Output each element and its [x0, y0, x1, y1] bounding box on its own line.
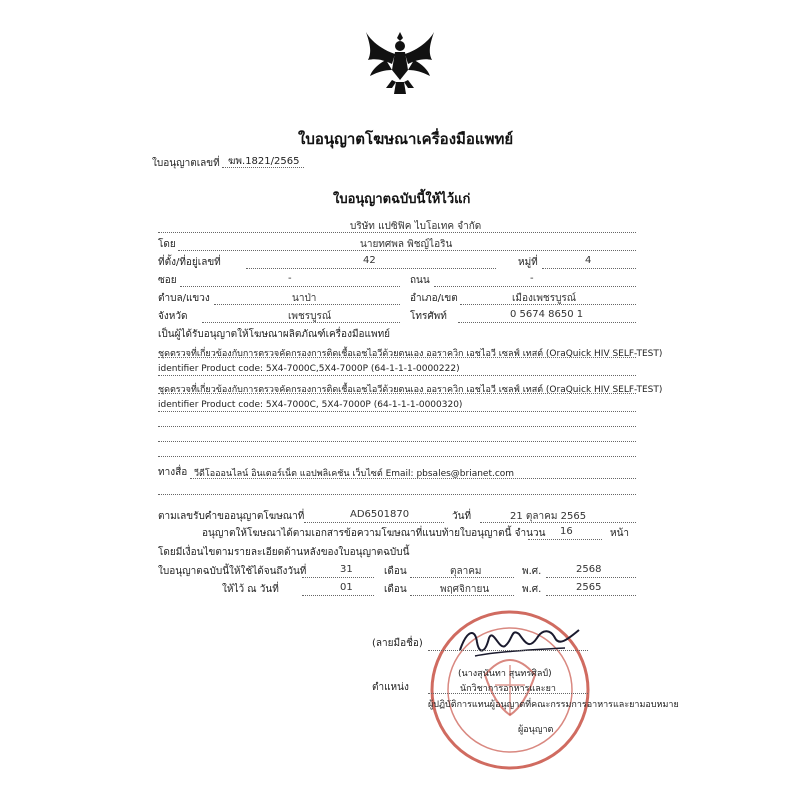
- request-label: ตามเลขรับคำขออนุญาตโฆษณาที่: [158, 511, 305, 522]
- request-date: 21 ตุลาคม 2565: [510, 511, 587, 522]
- moo: 4: [585, 255, 592, 266]
- pages-unit: หน้า: [610, 528, 630, 539]
- attached-text: อนุญาตให้โฆษณาได้ตามเอกสารข้อความโฆษณาที่แนบท้ายใบอนุญาตนี้ จำนวน: [202, 528, 546, 539]
- valid-month-label: เดือน: [384, 566, 407, 577]
- amphoe: เมืองเพชรบูรณ์: [512, 293, 577, 304]
- province-label: จังหวัด: [158, 311, 188, 322]
- signature-label: (ลายมือชื่อ): [372, 638, 423, 649]
- valid-day: 31: [340, 564, 353, 575]
- soi-label: ซอย: [158, 275, 177, 286]
- issued-month: พฤศจิกายน: [440, 584, 490, 595]
- valid-label: ใบอนุญาตฉบับนี้ให้ใช้ได้จนถึงวันที่: [158, 566, 307, 577]
- document-subtitle: ใบอนุญาตฉบับนี้ให้ไว้แก่: [333, 192, 471, 207]
- product1-line1: ชุดตรวจที่เกี่ยวข้องกับการตรวจคัดกรองการติดเชื้อเอชไอวีด้วยตนเอง ออราควิก เอชไอวี เซลฟ์ เทสต์ (OraQuick HIV SELF-TEST): [158, 349, 663, 359]
- request-no: AD6501870: [350, 509, 410, 520]
- by-name: นายทศพล พิชญ์ไอริน: [360, 239, 453, 250]
- permit-text: เป็นผู้ได้รับอนุญาตให้โฆษณาผลิตภัณฑ์เครื่องมือแพทย์: [158, 329, 391, 340]
- product1-line2: identifier Product code: 5X4-7000C,5X4-7000P (64-1-1-1-0000222): [158, 364, 460, 374]
- signer-name: (นางสุนันทา สุนทรศิลป์): [458, 669, 552, 679]
- issued-day: 01: [340, 582, 353, 593]
- product2-line2: identifier Product code: 5X4-7000C, 5X4-7000P (64-1-1-1-0000320): [158, 400, 463, 410]
- media: วีดีโอออนไลน์ อินเตอร์เน็ต แอปพลิเคชัน เว็บไซต์ Email: pbsales@brianet.com: [194, 469, 515, 479]
- phone-label: โทรศัพท์: [410, 311, 447, 322]
- signer-role: นักวิชาการอาหารและยา: [460, 684, 556, 694]
- tambon: นาป่า: [292, 293, 317, 304]
- address-no: 42: [363, 255, 376, 266]
- province: เพชรบูรณ์: [288, 311, 332, 322]
- conditions: โดยมีเงื่อนไขตามรายละเอียดด้านหลังของใบอนุญาตฉบับนี้: [158, 547, 410, 558]
- road-label: ถนน: [410, 275, 430, 286]
- position-label: ตำแหน่ง: [372, 682, 409, 693]
- soi: -: [288, 273, 292, 284]
- acting-for: ผู้ปฏิบัติการแทนผู้อนุญาตที่คณะกรรมการอาหารและยามอบหมาย: [428, 700, 679, 710]
- by-label: โดย: [158, 239, 176, 250]
- road: -: [530, 273, 534, 284]
- address-label: ที่ตั้ง/ที่อยู่เลขที่: [158, 257, 221, 268]
- valid-year: 2568: [576, 564, 602, 575]
- licensor: ผู้อนุญาต: [518, 725, 554, 735]
- garuda-emblem-icon: [362, 30, 438, 96]
- product2-line1: ชุดตรวจที่เกี่ยวข้องกับการตรวจคัดกรองการติดเชื้อเอชไอวีด้วยตนเอง ออราควิก เอชไอวี เซลฟ์ เทสต์ (OraQuick HIV SELF-TEST): [158, 385, 663, 395]
- request-date-label: วันที่: [452, 511, 472, 522]
- valid-year-label: พ.ศ.: [522, 566, 542, 577]
- phone: 0 5674 8650 1: [510, 309, 584, 320]
- amphoe-label: อำเภอ/เขต: [410, 293, 458, 304]
- signature-icon: [455, 620, 585, 665]
- page-count: 16: [560, 526, 573, 537]
- license-no: ฆพ.1821/2565: [228, 156, 300, 167]
- issued-year-label: พ.ศ.: [522, 584, 542, 595]
- valid-month: ตุลาคม: [450, 566, 482, 577]
- company-name: บริษัท แปซิฟิค ไบโอเทค จำกัด: [350, 221, 482, 232]
- media-label: ทางสื่อ: [158, 467, 188, 478]
- license-no-label: ใบอนุญาตเลขที่: [152, 158, 220, 169]
- document-title: ใบอนุญาตโฆษณาเครื่องมือแพทย์: [298, 130, 514, 148]
- moo-label: หมู่ที่: [518, 257, 538, 268]
- tambon-label: ตำบล/แขวง: [158, 293, 210, 304]
- issued-label: ให้ไว้ ณ วันที่: [222, 584, 279, 595]
- issued-year: 2565: [576, 582, 602, 593]
- issued-month-label: เดือน: [384, 584, 407, 595]
